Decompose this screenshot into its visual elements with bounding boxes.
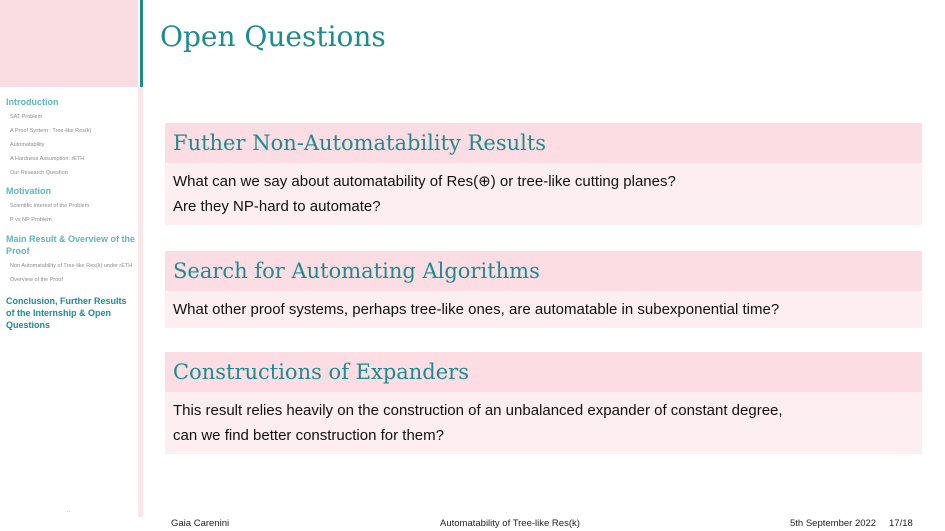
page-title: Open Questions: [160, 20, 386, 53]
toc-item-proof-overview[interactable]: Overview of the Proof: [10, 277, 63, 283]
sidebar-header-band: [0, 0, 138, 87]
toc-item-scientific-interest[interactable]: Scientific Interest of the Problem: [10, 203, 90, 209]
toc-item-non-automatability[interactable]: Non Automatability of Tree-like Res(k) under rETH: [10, 263, 133, 269]
block-line: What can we say about automatability of Res(⊕) or tree-like cutting planes?: [173, 173, 676, 190]
block-line: Are they NP-hard to automate?: [173, 198, 381, 215]
block-line: This result relies heavily on the construction of an unbalanced expander of constant degree,: [173, 402, 783, 419]
footer-author: Gaia Carenini: [171, 518, 230, 529]
block-heading: Constructions of Expanders: [165, 352, 922, 392]
toc-item-research-question[interactable]: Our Research Question: [10, 170, 68, 176]
navigation-symbols[interactable]: ‥: [66, 507, 71, 514]
toc-section-motivation[interactable]: Motivation: [6, 186, 51, 196]
toc-section-introduction[interactable]: Introduction: [6, 97, 59, 107]
block-line: What other proof systems, perhaps tree-like ones, are automatable in subexponential time?: [173, 301, 780, 318]
toc-item-proof-system[interactable]: A Proof System : Tree-like Res(k): [10, 128, 92, 134]
footer: [0, 516, 945, 531]
block-body: [165, 392, 922, 454]
footer-page-number: 17/18: [889, 518, 913, 529]
footer-talk-title: Automatability of Tree-like Res(k): [440, 518, 580, 529]
sidebar-divider: [138, 87, 143, 517]
block-further-results: [165, 123, 922, 225]
sidebar: [0, 0, 140, 531]
toc-section-main-result[interactable]: Main Result & Overview of the Proof: [6, 234, 136, 256]
toc-item-sat-problem[interactable]: SAT Problem: [10, 114, 43, 120]
footer-date: 5th September 2022: [790, 518, 877, 529]
toc-item-automatability[interactable]: Automatability: [10, 142, 45, 148]
table-of-contents: [6, 96, 136, 331]
block-body: [165, 291, 922, 328]
toc-item-p-vs-np[interactable]: P vs NP Problem: [10, 217, 52, 223]
block-automating-algorithms: [165, 251, 922, 328]
block-expanders: [165, 352, 922, 454]
toc-section-conclusion[interactable]: Conclusion, Further Results of the Internship & Open Questions: [6, 296, 127, 330]
title-accent-rule: [140, 0, 143, 87]
block-body: [165, 163, 922, 225]
block-heading: Futher Non-Automatability Results: [165, 123, 922, 163]
block-line: can we find better construction for them?: [173, 427, 444, 444]
block-heading: Search for Automating Algorithms: [165, 251, 922, 291]
toc-item-hardness-assumption[interactable]: A Hardness Assumption: rETH: [10, 156, 85, 162]
